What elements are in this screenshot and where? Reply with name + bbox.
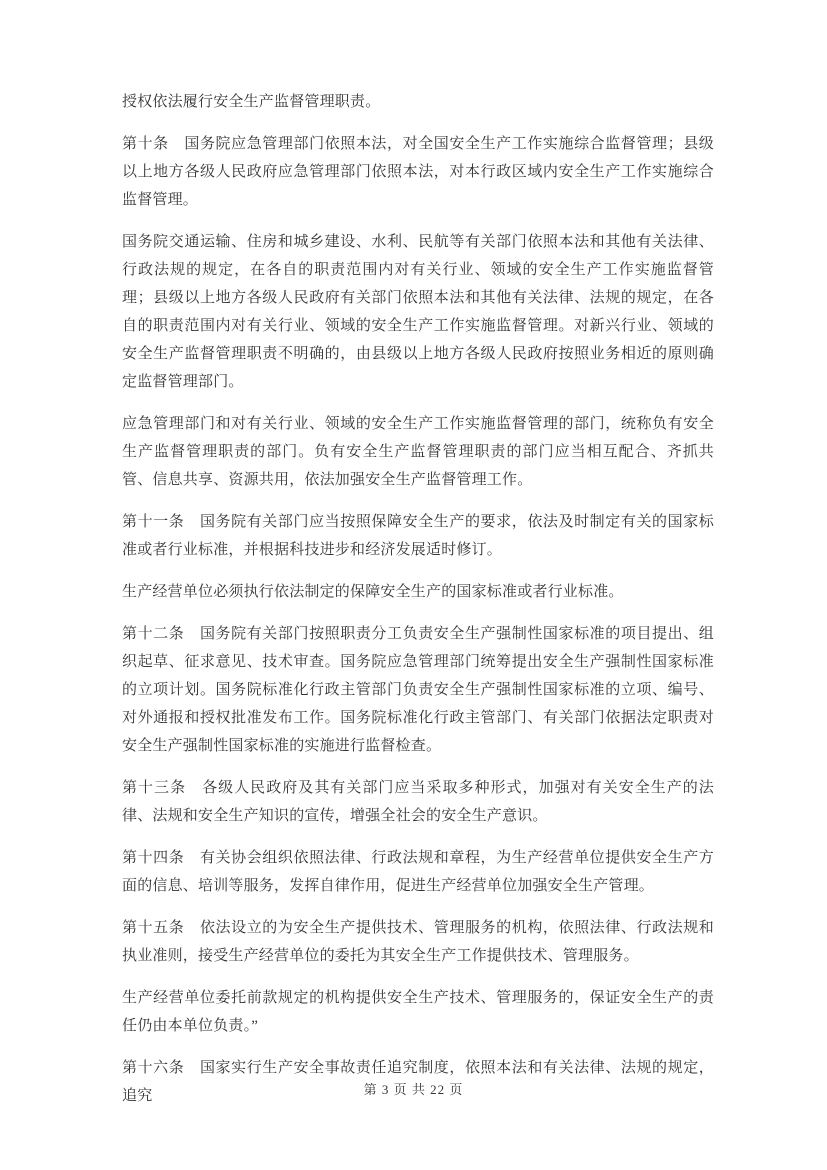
page-footer <box>0 1081 827 1099</box>
document-body <box>122 88 714 1124</box>
page-number: 第 3 页 共 22 页 <box>363 1082 464 1097</box>
paragraph-article-15: 第十五条 依法设立的为安全生产提供技术、管理服务的机构，依照法律、行政法规和执业准则，接受生产经营单位的委托为其安全生产工作提供技术、管理服务。 <box>122 920 714 964</box>
paragraph: 授权依法履行安全生产监督管理职责。 <box>122 94 381 110</box>
paragraph: 国务院交通运输、住房和城乡建设、水利、民航等有关部门依照本法和其他有关法律、行政法规的规定，在各自的职责范围内对有关行业、领域的安全生产工作实施监督管理；县级以上地方各级人民政府有关部门依照本法和其他有关法律、法规的规定，在各自的职责范围内对有关行业、领域的安全生产工作实施监督管理。对新兴行业、领域的安全生产监督管理职责不明确的，由县级以上地方各级人民政府按照业务相近的原则确定监督管理部门。 <box>122 234 714 390</box>
paragraph-article-13: 第十三条 各级人民政府及其有关部门应当采取多种形式，加强对有关安全生产的法律、法规和安全生产知识的宣传，增强全社会的安全生产意识。 <box>122 780 714 824</box>
paragraph-article-10: 第十条 国务院应急管理部门依照本法，对全国安全生产工作实施综合监督管理；县级以上地方各级人民政府应急管理部门依照本法，对本行政区域内安全生产工作实施综合监督管理。 <box>122 136 714 208</box>
paragraph-article-16: 第十六条 国家实行生产安全事故责任追究制度，依照本法和有关法律、法规的规定，追究 <box>122 1060 714 1104</box>
paragraph: 生产经营单位委托前款规定的机构提供安全生产技术、管理服务的，保证安全生产的责任仍由本单位负责。” <box>122 990 714 1034</box>
paragraph: 生产经营单位必须执行依法制定的保障安全生产的国家标准或者行业标准。 <box>122 584 624 600</box>
paragraph: 应急管理部门和对有关行业、领域的安全生产工作实施监督管理的部门，统称负有安全生产监督管理职责的部门。负有安全生产监督管理职责的部门应当相互配合、齐抓共管、信息共享、资源共用，依法加强安全生产监督管理工作。 <box>122 416 714 488</box>
paragraph-article-11: 第十一条 国务院有关部门应当按照保障安全生产的要求，依法及时制定有关的国家标准或者行业标准，并根据科技进步和经济发展适时修订。 <box>122 514 714 558</box>
paragraph-article-14: 第十四条 有关协会组织依照法律、行政法规和章程，为生产经营单位提供安全生产方面的信息、培训等服务，发挥自律作用，促进生产经营单位加强安全生产管理。 <box>122 850 714 894</box>
paragraph-article-12: 第十二条 国务院有关部门按照职责分工负责安全生产强制性国家标准的项目提出、组织起草、征求意见、技术审查。国务院应急管理部门统筹提出安全生产强制性国家标准的立项计划。国务院标准化行政主管部门负责安全生产强制性国家标准的立项、编号、对外通报和授权批准发布工作。国务院标准化行政主管部门、有关部门依据法定职责对安全生产强制性国家标准的实施进行监督检查。 <box>122 626 714 754</box>
